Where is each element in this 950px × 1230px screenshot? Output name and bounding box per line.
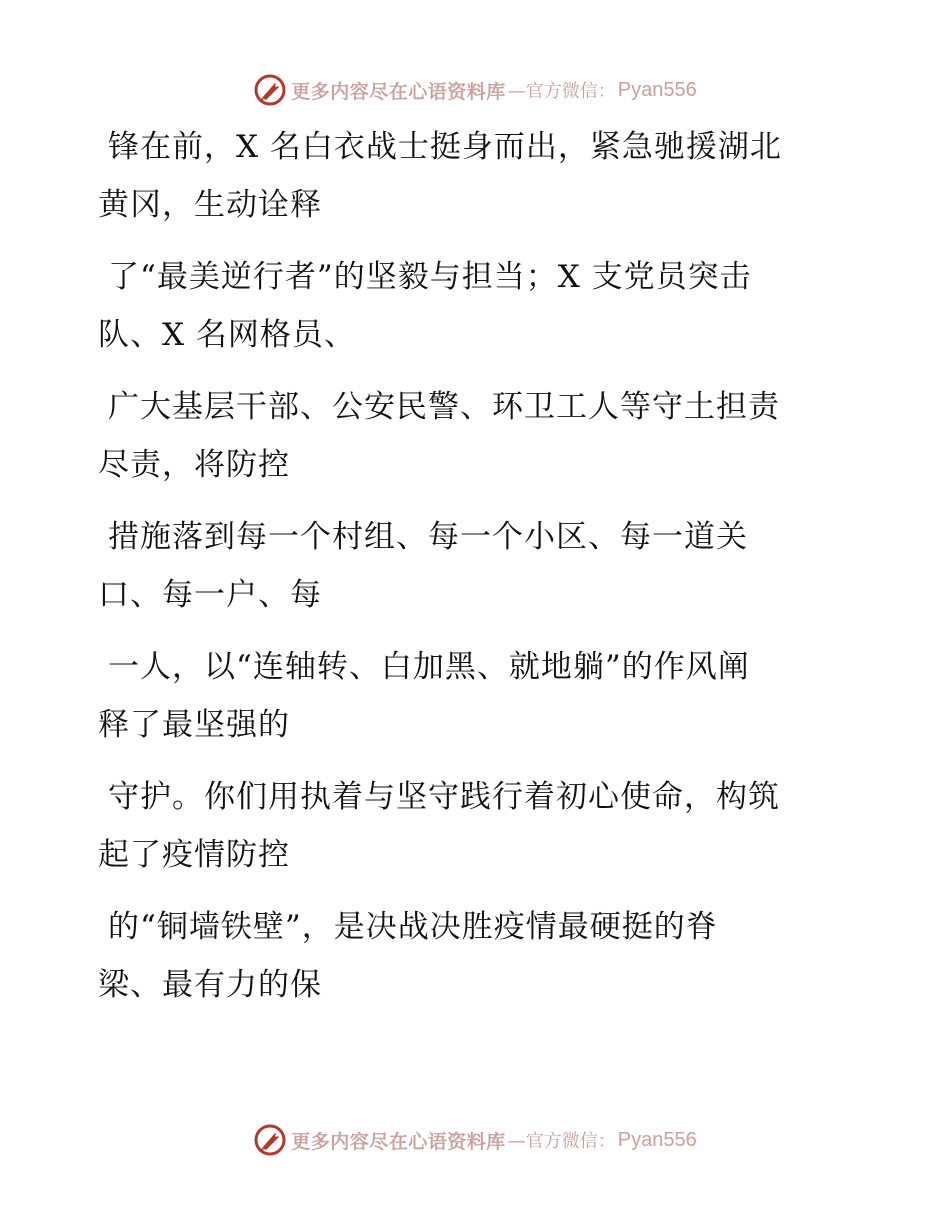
banner-wechat-id: Pyan556 — [617, 1128, 697, 1151]
text-line: 口、每一户、每 — [98, 577, 322, 613]
banner-official-label: —官方微信： — [507, 1131, 616, 1152]
text-line: 梁、最有力的保 — [98, 967, 322, 1003]
banner-wechat-id: Pyan556 — [617, 78, 697, 101]
text-line: 的“铜墙铁壁”，是决战决胜疫情最硬挺的脊 — [108, 909, 718, 945]
text-line: 尽责，将防控 — [98, 447, 290, 483]
document-body — [98, 118, 858, 1028]
paragraph — [98, 638, 858, 754]
footer-banner — [0, 1120, 950, 1160]
banner-official-label: —官方微信： — [507, 81, 616, 102]
paragraph — [98, 378, 858, 494]
text-line: 起了疫情防控 — [98, 837, 290, 873]
fountain-pen-logo-icon — [253, 1123, 287, 1157]
paragraph — [98, 118, 858, 234]
banner-brand-text: 更多内容尽在心语资料库 — [291, 1130, 506, 1153]
paragraph — [98, 768, 858, 884]
text-line: 释了最坚强的 — [98, 707, 290, 743]
paragraph — [98, 508, 858, 624]
banner-brand-text: 更多内容尽在心语资料库 — [291, 80, 506, 103]
text-line: 黄冈，生动诠释 — [98, 187, 322, 223]
text-line: 队、X 名网格员、 — [98, 317, 356, 353]
text-line: 守护。你们用执着与坚守践行着初心使命，构筑 — [108, 779, 780, 815]
paragraph — [98, 898, 858, 1014]
paragraph — [98, 248, 858, 364]
text-line: 了“最美逆行者”的坚毅与担当；X 支党员突击 — [108, 259, 752, 295]
text-line: 锋在前，X 名白衣战士挺身而出，紧急驰援湖北 — [108, 129, 782, 165]
text-line: 一人，以“连轴转、白加黑、就地躺”的作风阐 — [108, 649, 750, 685]
header-banner — [0, 70, 950, 110]
fountain-pen-logo-icon — [253, 73, 287, 107]
text-line: 广大基层干部、公安民警、环卫工人等守土担责 — [108, 389, 780, 425]
text-line: 措施落到每一个村组、每一个小区、每一道关 — [108, 519, 748, 555]
